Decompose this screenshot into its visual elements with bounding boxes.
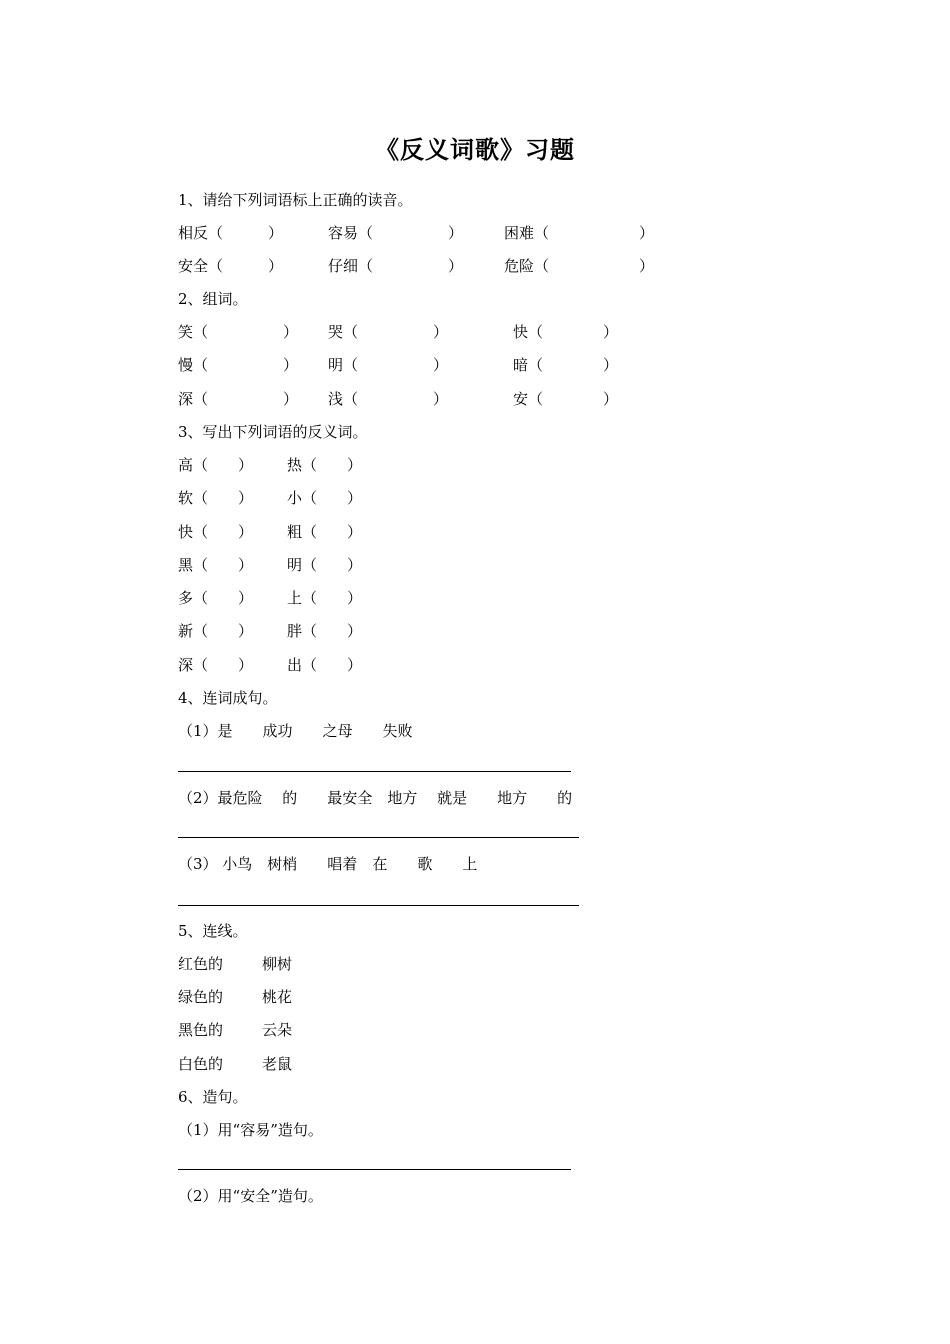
q1-item: 危险（ ）	[504, 257, 655, 275]
answer-line[interactable]	[178, 1169, 571, 1170]
q2-heading: 2、组词。	[178, 290, 248, 308]
q3-item: 新（ ）	[178, 622, 254, 640]
q1-item: 困难（ ）	[504, 224, 655, 242]
q5-left-item[interactable]: 白色的	[178, 1055, 224, 1073]
q1-heading: 1、请给下列词语标上正确的读音。	[178, 191, 413, 209]
q3-item: 高（ ）	[178, 456, 254, 474]
q6-heading: 6、造句。	[178, 1088, 248, 1106]
q1-item: 安全（ ）	[178, 257, 284, 275]
q3-item: 黑（ ）	[178, 556, 254, 574]
q4-item-3: （3） 小鸟 树梢 唱着 在 歌 上	[178, 855, 478, 873]
answer-line[interactable]	[178, 771, 571, 772]
q3-item: 快（ ）	[178, 523, 254, 541]
q5-right-item[interactable]: 桃花	[262, 988, 293, 1006]
q2-item: 明（ ）	[328, 356, 449, 374]
q3-item: 胖（ ）	[287, 622, 363, 640]
q5-right-item[interactable]: 云朵	[262, 1021, 293, 1039]
q3-item: 上（ ）	[287, 589, 363, 607]
q5-left-item[interactable]: 黑色的	[178, 1021, 224, 1039]
q3-item: 热（ ）	[287, 456, 363, 474]
q5-right-item[interactable]: 柳树	[262, 955, 293, 973]
q5-heading: 5、连线。	[178, 922, 248, 940]
q1-item: 容易（ ）	[328, 224, 464, 242]
q2-item: 慢（ ）	[178, 356, 299, 374]
q3-heading: 3、写出下列词语的反义词。	[178, 423, 368, 441]
answer-line[interactable]	[178, 837, 579, 838]
q2-item: 暗（ ）	[513, 356, 619, 374]
q3-item: 出（ ）	[287, 656, 363, 674]
q5-left-item[interactable]: 红色的	[178, 955, 224, 973]
q3-item: 粗（ ）	[287, 523, 363, 541]
page-title: 《反义词歌》习题	[375, 135, 575, 164]
q5-left-item[interactable]: 绿色的	[178, 988, 224, 1006]
q2-item: 快（ ）	[513, 323, 619, 341]
q6-item-1: （1）用“容易”造句。	[178, 1121, 323, 1139]
q2-item: 深（ ）	[178, 390, 299, 408]
q4-item-1: （1）是 成功 之母 失败	[178, 722, 413, 740]
q3-item: 软（ ）	[178, 489, 254, 507]
q2-item: 浅（ ）	[328, 390, 449, 408]
answer-line[interactable]	[178, 905, 579, 906]
q1-item: 相反（ ）	[178, 224, 284, 242]
q3-item: 深（ ）	[178, 656, 254, 674]
q1-item: 仔细（ ）	[328, 257, 464, 275]
q4-item-2: （2）最危险 的 最安全 地方 就是 地方 的	[178, 789, 573, 807]
q6-item-2: （2）用“安全”造句。	[178, 1187, 323, 1205]
q2-item: 哭（ ）	[328, 323, 449, 341]
q3-item: 明（ ）	[287, 556, 363, 574]
q2-item: 安（ ）	[513, 390, 619, 408]
q3-item: 多（ ）	[178, 589, 254, 607]
q2-item: 笑（ ）	[178, 323, 299, 341]
q4-heading: 4、连词成句。	[178, 689, 278, 707]
q3-item: 小（ ）	[287, 489, 363, 507]
q5-right-item[interactable]: 老鼠	[262, 1055, 293, 1073]
